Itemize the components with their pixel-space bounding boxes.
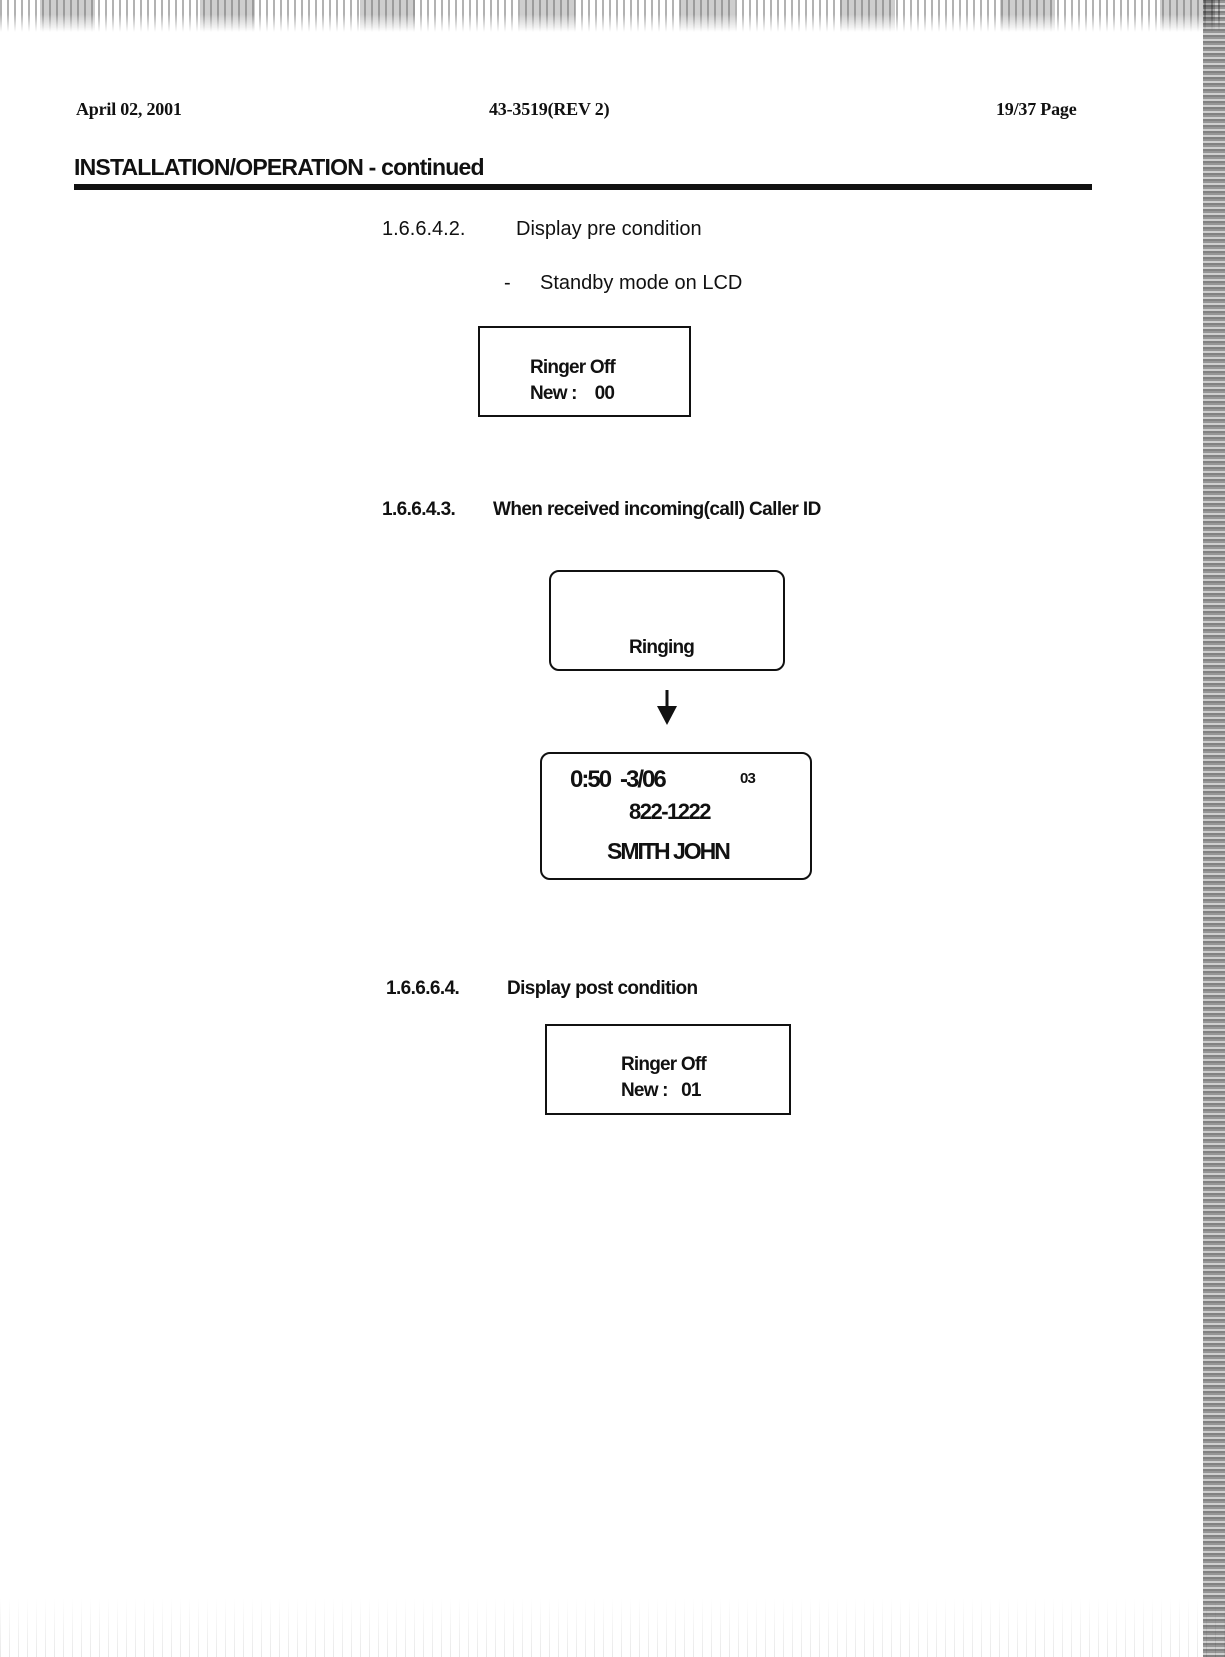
lcd-caller-id-display xyxy=(540,752,812,880)
item-2-number: 1.6.6.4.3. xyxy=(382,499,456,520)
scan-artifact-right xyxy=(1203,0,1225,1657)
item-2-title: When received incoming(call) Caller ID xyxy=(493,499,821,520)
section-divider xyxy=(74,184,1092,190)
lcd-standby-display xyxy=(478,326,691,417)
arrow-down-icon xyxy=(656,690,678,726)
lcd-caller-count: 03 xyxy=(740,770,756,787)
lcd-caller-date: -3/06 xyxy=(620,766,665,793)
section-title: INSTALLATION/OPERATION - continued xyxy=(74,154,484,180)
lcd-post-line1: Ringer Off xyxy=(621,1054,706,1075)
item-1-title: Display pre condition xyxy=(516,218,702,240)
lcd-caller-number: 822-1222 xyxy=(629,799,710,824)
lcd-standby-line2: New : 00 xyxy=(530,383,615,404)
item-3-number: 1.6.6.6.4. xyxy=(386,978,460,999)
lcd-standby-line1: Ringer Off xyxy=(530,357,615,378)
scan-artifact-top xyxy=(0,0,1225,32)
lcd-caller-name: SMITH JOHN xyxy=(607,838,729,864)
lcd-ringing-text: Ringing xyxy=(629,637,695,658)
item-3-title: Display post condition xyxy=(507,978,698,999)
lcd-ringing-display xyxy=(549,570,785,671)
item-1-number: 1.6.6.4.2. xyxy=(382,218,466,240)
lcd-caller-time: 0:50 xyxy=(570,766,611,793)
scan-artifact-bottom xyxy=(0,1597,1225,1657)
item-1-bullet-text: Standby mode on LCD xyxy=(540,272,743,294)
header-page-number: 19/37 Page xyxy=(996,99,1077,119)
header-date: April 02, 2001 xyxy=(76,99,182,119)
lcd-post-line2: New : 01 xyxy=(621,1080,701,1101)
item-1-bullet: - xyxy=(504,272,511,294)
lcd-post-display xyxy=(545,1024,791,1115)
header-doc-number: 43-3519(REV 2) xyxy=(489,99,610,119)
